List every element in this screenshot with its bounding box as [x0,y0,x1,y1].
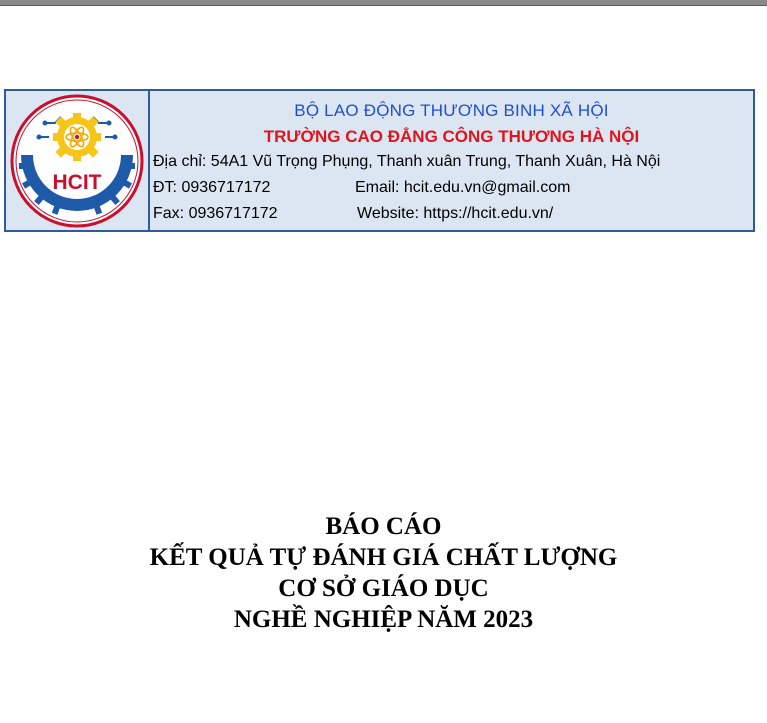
contact-info [150,91,753,230]
logo-cell [6,91,150,230]
window-top-bar [0,0,767,6]
report-title-line-3: CƠ SỞ GIÁO DỤC [278,575,489,602]
report-title-line-4: NGHỀ NGHIỆP NĂM 2023 [233,606,534,633]
letterhead [4,89,755,232]
ministry-name: BỘ LAO ĐỘNG THƯƠNG BINH XÃ HỘI [294,101,609,120]
email: Email: hcit.edu.vn@gmail.com [355,179,571,196]
report-title-line-2: KẾT QUẢ TỰ ĐÁNH GIÁ CHẤT LƯỢNG [149,544,618,571]
website: Website: https://hcit.edu.vn/ [357,205,554,222]
report-title [0,511,767,635]
address: Địa chỉ: 54A1 Vũ Trọng Phụng, Thanh xuân Trung, Thanh Xuân, Hà Nội [153,153,661,170]
school-name: TRƯỜNG CAO ĐẲNG CÔNG THƯƠNG HÀ NỘI [263,127,640,146]
logo-text: HCIT [52,170,102,194]
fax: Fax: 0936717172 [153,205,278,222]
report-title-line-1: BÁO CÁO [325,513,442,540]
phone: ĐT: 0936717172 [153,179,271,196]
hcit-logo [9,93,145,229]
